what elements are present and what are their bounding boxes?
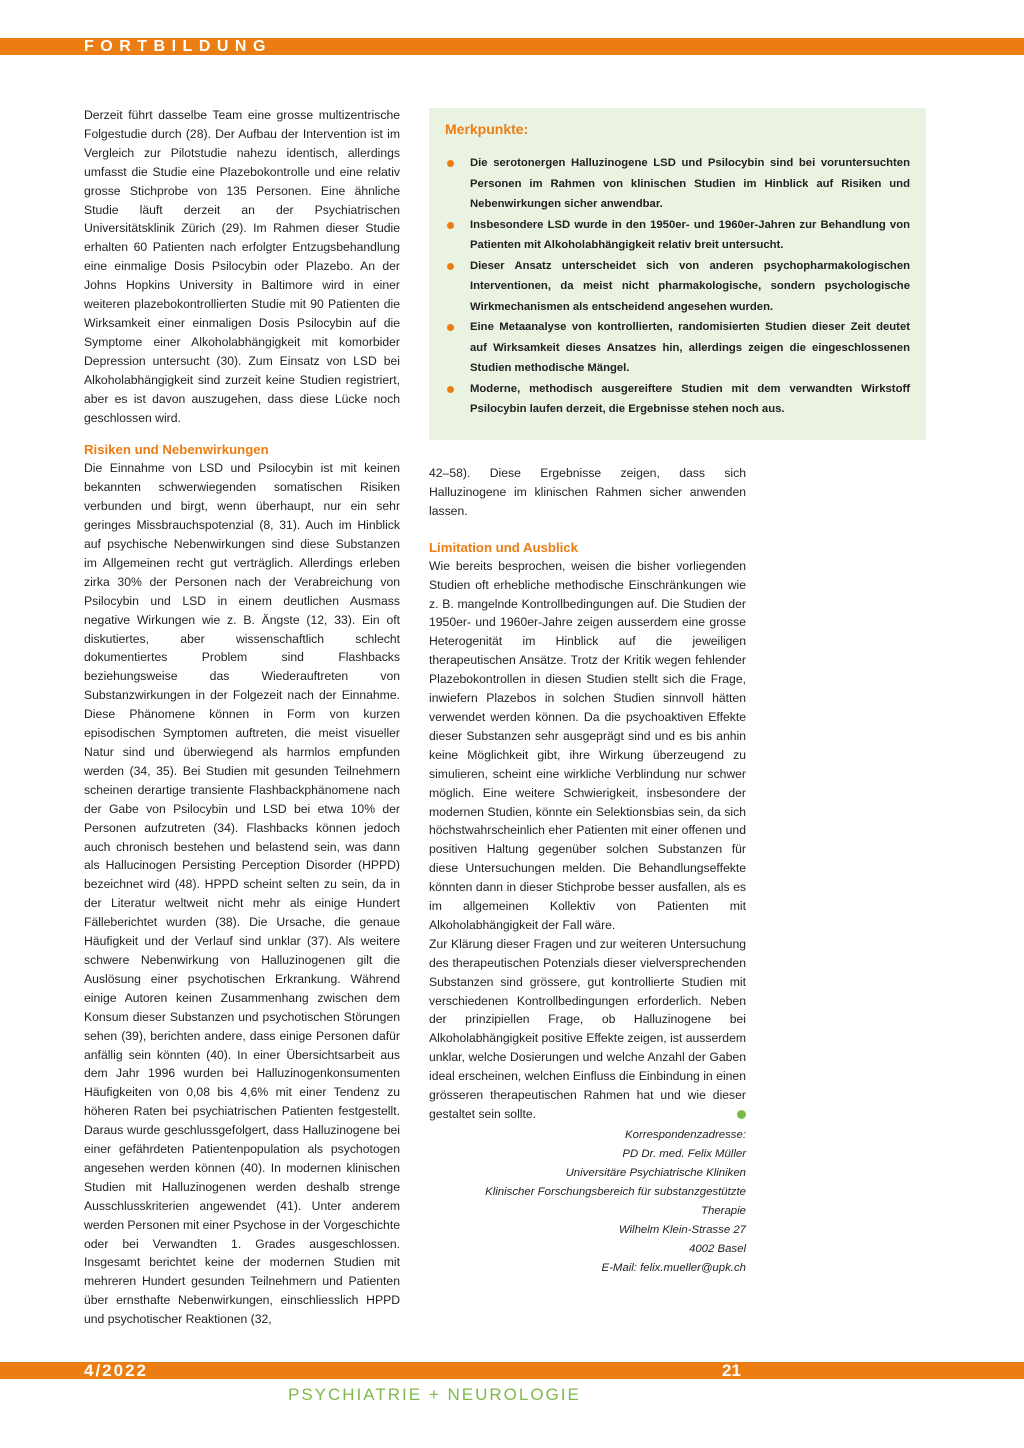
right-column: [429, 464, 746, 1124]
contact-city: 4002 Basel: [689, 1243, 746, 1255]
journal-title: PSYCHIATRIE + NEUROLOGIE: [288, 1385, 581, 1404]
intro-paragraph: Derzeit führt dasselbe Team eine grosse multizentrische Folgestudie durch (28). Der Aufbau der Intervention ist im Vergleich zur Pilotstudie nahezu identisch, allerdings umfasst die Studie eine Plazebokontrolle und eine relativ grosse Stichprobe von 135 Personen. Eine ähnliche Studie läuft derzeit an der Psychiatrischen Universitätsklinik Zürich (29). Im Rahmen dieser Studie erhalten 60 Patienten nach erfolgter Entzugsbehandlung eine einmalige Dosis Psilocybin oder Plazebo. An der Johns Hopkins University in Baltimore wird in einer weiteren plazebokontrollierten Studie mit 90 Patienten die Wirksamkeit einer einmaligen Dosis Psilocybin auf die Symptome einer Alkoholabhängigkeit mit komorbider Depression untersucht (30). Zum Einsatz von LSD bei Alkoholabhängigkeit sind zurzeit keine Studien registriert, aber es ist davon auszugehen, dass diese Lücke noch geschlossen wird.: [84, 108, 400, 425]
limitation-paragraph-1: Wie bereits besprochen, weisen die bisher vorliegenden Studien oft erhebliche methodische Einschränkungen wie z. B. mangelnde Kontrollbedingungen auf. Die Studien der 1950er- und 1960er-Jahre zeigen ausserdem eine grosse Heterogenität im Hinblick auf die jeweiligen therapeutischen Ansätze. Trotz der Kritik wegen fehlender Plazebokontrollen in diesen Studien stellt sich die Frage, inwiefern Plazebos in solchen Studien sinnvoll hätten verwendet werden können. Da die psychoaktiven Effekte dieser Substanzen sehr ausgeprägt sind und es bis anhin keine Möglichkeit gibt, ihre Wirkung überzeugend zu simulieren, scheint eine wirkliche Verblindung nur schwer möglich. Eine weitere Schwierigkeit, insbesondere der modernen Studien, könnte ein Selektionsbias sein, da sich höchstwahrscheinlich eher Patienten mit einer offenen und positiven Haltung gegenüber solchen Substanzen für diese Untersuchungen melden. Die Behandlungseffekte könnten dann in dieser Stichprobe besser ausfallen, als es im allgemeinen Kollektiv von Patienten mit Alkoholabhängigkeit der Fall wäre.: [429, 558, 746, 932]
contact-label: Korrespondenzadresse:: [625, 1129, 746, 1141]
merkpunkte-item-text: Die serotonergen Halluzinogene LSD und Psilocybin sind bei voruntersuchten Personen im Rahmen von klinischen Studien im Hinblick auf Risiken und Nebenwirkungen sicher anwendbar.: [470, 157, 910, 210]
section-label: FORTBILDUNG: [84, 38, 272, 55]
merkpunkte-item-text: Insbesondere LSD wurde in den 1950er- und 1960er-Jahren zur Behandlung von Patienten mit Alkoholabhängigkeit relativ breit untersucht.: [470, 218, 910, 251]
bullet-icon: [447, 222, 454, 229]
bullet-icon: [447, 386, 454, 393]
limitation-heading: Limitation und Ausblick: [429, 539, 578, 555]
contact-name: PD Dr. med. Felix Müller: [622, 1148, 746, 1160]
risks-paragraph: Die Einnahme von LSD und Psilocybin ist mit keinen bekannten schwerwiegenden somatischen Risiken verbunden und birgt, wenn überhaupt, nur ein sehr geringes Missbrauchspotenzial (8, 31). Auch im Hinblick auf psychische Nebenwirkungen sind diese Substanzen im Allgemeinen recht gut verträglich. Allerdings erleben zirka 30% der Personen nach der Verabreichung von Psilocybin und LSD in einem deutlichen Ausmass negative Wirkungen wie z. B. Ängste (12, 33). Ein oft diskutiertes, aber wissenschaftlich schlecht dokumentiertes Problem sind Flashbacks beziehungsweise das Wiederauftreten von Substanzwirkungen in der Folgezeit nach der Einnahme. Diese Phänomene können in Form von kurzen episodischen Symptomen auftreten, die meist visueller Natur sind und überwiegend als harmlos empfunden werden (34, 35). Bei Studien mit gesunden Teilnehmern scheinen derartige transiente Flashbackphänomene nach der Gabe von Psilocybin und LSD bei etwa 10% der Personen aufzutreten (34). Flashbacks können jedoch auch chronisch bestehen und belastend sein, was dann als Hallucinogen Persisting Perception Disorder (HPPD) bezeichnet wird (48). HPPD scheint selten zu sein, da in der Literatur weltweit nicht mehr als einige Hundert Fälleberichtet wurden (38). Die Ursache, die genaue Häufigkeit und der Verlauf sind unklar (37). Als weitere schwere Nebenwirkung von Halluzinogenen gilt die Auslösung einer psychotischen Erkrankung. Während einige Autoren keinen Zusammenhang zwischen dem Konsum dieser Substanzen und psychotischen Störungen sehen (39), berichten andere, dass einige Personen dafür anfällig sein könnten (40). In einer Übersichtsarbeit aus dem Jahr 1996 wurden bei Halluzinogenkonsumenten Häufigkeiten von 0,08 bis 4,6% mit einer Tendenz zu höheren Raten bei psychiatrischen Patienten festgestellt. Daraus wurde geschlussgefolgert, dass Halluzinogene bei einer gefährdeten Patientenpopulation als psychotogen angesehen werden können (40). In modernen klinischen Studien mit Halluzinogenen werden deshalb strenge Ausschlusskriterien angewendet (41). Unter anderem werden Personen mit einer Psychose in der Vorgeschichte oder bei Verwandten 1. Grades ausgeschlossen. Insgesamt berichtet keine der modernen Studien mit mehreren Hundert gesunden Teilnehmern und Patienten über ernsthafte Nebenwirkungen, einschliesslich HPPD und psychotischer Reaktionen (32,: [84, 461, 400, 1327]
merkpunkte-item: [445, 153, 910, 215]
limitation-paragraph-2-text: Zur Klärung dieser Fragen und zur weiteren Untersuchung des therapeutischen Potenzials dieser vielversprechenden Substanzen sind grössere, gut kontrollierte Studien mit verschiedenen Kontrollbedingungen erforderlich. Neben der prinzipiellen Frage, ob Halluzinogene bei Alkoholabhängigkeit positive Effekte zeigen, ist ausserdem unklar, welche Dosierungen und welche Anzahl der Gaben ideal erscheinen, welchen Einfluss die Einbindung in einen grösseren therapeutischen Rahmen hat und wie dieser gestaltet sein sollte.: [429, 936, 746, 1121]
merkpunkte-item-text: Eine Metaanalyse von kontrollierten, randomisierten Studien dieser Zeit deutet auf Wirksamkeit dieses Ansatzes hin, allerdings zeigen die eingeschlossenen Studien methodische Mängel.: [470, 321, 910, 374]
contact-institution: Universitäre Psychiatrische Kliniken: [565, 1167, 746, 1179]
merkpunkte-item: [445, 317, 910, 379]
contact-department-line2: Therapie: [701, 1205, 746, 1217]
left-column: [84, 106, 400, 1329]
correspondence-address: [429, 1126, 746, 1278]
merkpunkte-title: Merkpunkte:: [445, 121, 529, 137]
merkpunkte-box: [429, 108, 926, 440]
merkpunkte-list: [445, 153, 910, 420]
contact-department-line1: Klinischer Forschungsbereich für substanzgestützte: [485, 1186, 746, 1198]
bullet-icon: [447, 263, 454, 270]
merkpunkte-item: [445, 215, 910, 256]
issue-number: 4/2022: [84, 1361, 148, 1380]
end-of-article-icon: [737, 1110, 746, 1119]
limitation-paragraph-2: [429, 935, 746, 1124]
merkpunkte-item: [445, 256, 910, 318]
continuation-paragraph: 42–58). Diese Ergebnisse zeigen, dass sich Halluzinogene im klinischen Rahmen sicher anwenden lassen.: [429, 466, 746, 518]
footer-bar: [0, 1362, 1024, 1379]
bullet-icon: [447, 324, 454, 331]
contact-street: Wilhelm Klein-Strasse 27: [618, 1224, 746, 1236]
page-number: 21: [722, 1361, 741, 1380]
merkpunkte-item: [445, 379, 910, 420]
merkpunkte-item-text: Moderne, methodisch ausgereiftere Studien mit dem verwandten Wirkstoff Psilocybin laufen derzeit, die Ergebnisse stehen noch aus.: [470, 382, 910, 415]
bullet-icon: [447, 160, 454, 167]
merkpunkte-item-text: Dieser Ansatz unterscheidet sich von anderen psychopharmakologischen Interventionen, da meist nicht pharmakologische, sondern psychologische Wirkmechanismen als entscheidend angesehen wurden.: [470, 259, 910, 313]
contact-email: E-Mail: felix.mueller@upk.ch: [601, 1262, 746, 1274]
risks-heading: Risiken und Nebenwirkungen: [84, 442, 269, 458]
